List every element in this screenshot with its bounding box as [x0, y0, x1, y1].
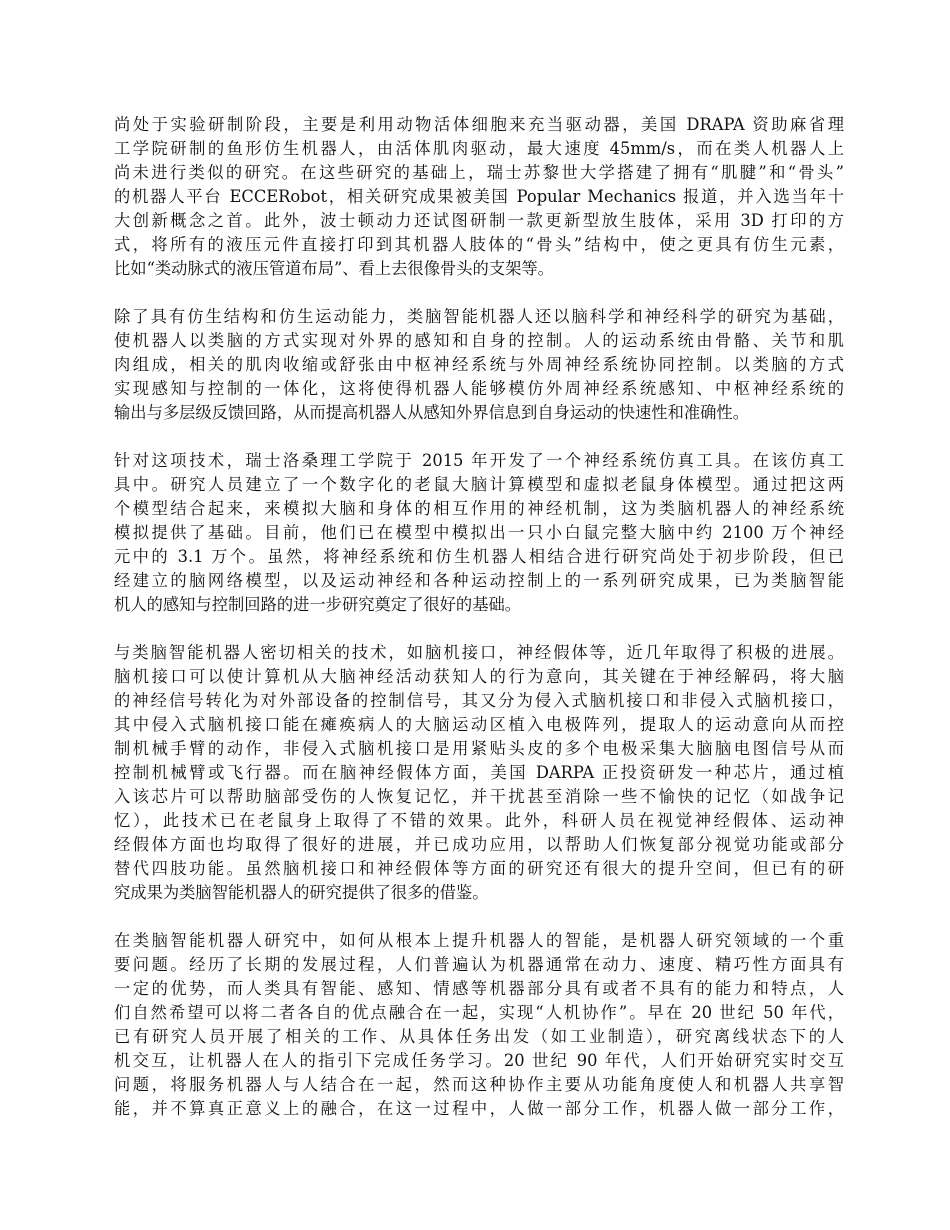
text-line: 尚未进行类似的研究。在这些研究的基础上，瑞士苏黎世大学搭建了拥有“肌腱”和“骨头” — [114, 163, 844, 182]
text-line: 使机器人以类脑的方式实现对外界的感知和自身的控制。人的运动系统由骨骼、关节和肌 — [114, 331, 844, 350]
text-line: 大创新概念之首。此外，波士顿动力还试图研制一款更新型放生肢体，采用 3D 打印的方 — [114, 211, 844, 230]
text-line: 经假体方面也均取得了很好的进展，并已成功应用，以帮助人们恢复部分视觉功能或部分 — [114, 835, 844, 854]
text-line: 模拟提供了基础。目前，他们已在模型中模拟出一只小白鼠完整大脑中约 2100 万个神经 — [114, 523, 844, 542]
text-line: 机人的感知与控制回路的进一步研究奠定了很好的基础。 — [114, 595, 522, 614]
paragraph-1 — [114, 113, 844, 281]
text-line: 要问题。经历了长期的发展过程，人们普遍认为机器通常在动力、速度、精巧性方面具有 — [114, 955, 844, 974]
text-line: 已有研究人员开展了相关的工作、从具体任务出发（如工业制造），研究离线状态下的人 — [114, 1027, 844, 1046]
text-line: 的神经信号转化为对外部设备的控制信号，其又分为侵入式脑机接口和非侵入式脑机接口， — [114, 691, 844, 710]
text-line: 能，并不算真正意义上的融合，在这一过程中，人做一部分工作，机器人做一部分工作， — [114, 1099, 844, 1118]
text-line: 实现感知与控制的一体化，这将使得机器人能够模仿外周神经系统感知、中枢神经系统的 — [114, 379, 844, 398]
text-line: 在类脑智能机器人研究中，如何从根本上提升机器人的智能，是机器人研究领域的一个重 — [114, 931, 844, 950]
text-line: 式，将所有的液压元件直接打印到其机器人肢体的“骨头”结构中，使之更具有仿生元素， — [114, 235, 844, 254]
text-line: 除了具有仿生结构和仿生运动能力，类脑智能机器人还以脑科学和神经科学的研究为基础， — [114, 307, 844, 326]
document-page — [114, 113, 844, 1145]
text-line: 输出与多层级反馈回路，从而提高机器人从感知外界信息到自身运动的快速性和准确性。 — [114, 403, 749, 422]
text-line: 其中侵入式脑机接口能在瘫痪病人的大脑运动区植入电极阵列，提取人的运动意向从而控 — [114, 715, 844, 734]
text-line: 针对这项技术，瑞士洛桑理工学院于 2015 年开发了一个神经系统仿真工具。在该仿真工 — [114, 451, 844, 470]
paragraph-3 — [114, 449, 844, 617]
text-line: 替代四肢功能。虽然脑机接口和神经假体等方面的研究还有很大的提升空间，但已有的研 — [114, 859, 844, 878]
text-line: 问题，将服务机器人与人结合在一起，然而这种协作主要从功能角度使人和机器人共享智 — [114, 1075, 844, 1094]
paragraph-2 — [114, 305, 844, 425]
text-line: 工学院研制的鱼形仿生机器人，由活体肌肉驱动，最大速度 45mm/s，而在类人机器人上 — [114, 139, 844, 158]
text-line: 忆），此技术已在老鼠身上取得了不错的效果。此外，科研人员在视觉神经假体、运动神 — [114, 811, 844, 830]
text-line: 入该芯片可以帮助脑部受伤的人恢复记忆，并干扰甚至消除一些不愉快的记忆（如战争记 — [114, 787, 844, 806]
text-line: 的机器人平台 ECCERobot，相关研究成果被美国 Popular Mechanics 报道，并入选当年十 — [114, 187, 844, 206]
text-line: 脑机接口可以使计算机从大脑神经活动获知人的行为意向，其关键在于神经解码，将大脑 — [114, 667, 844, 686]
text-line: 们自然希望可以将二者各自的优点融合在一起，实现“人机协作”。早在 20 世纪 50 年代， — [114, 1003, 844, 1022]
text-line: 元中的 3.1 万个。虽然，将神经系统和仿生机器人相结合进行研究尚处于初步阶段，但已 — [114, 547, 844, 566]
text-line: 制机械手臂的动作，非侵入式脑机接口是用紧贴头皮的多个电极采集大脑脑电图信号从而 — [114, 739, 844, 758]
text-line: 控制机械臂或飞行器。而在脑神经假体方面，美国 DARPA 正投资研发一种芯片，通过植 — [114, 763, 844, 782]
paragraph-5 — [114, 929, 844, 1121]
text-line: 肉组成，相关的肌肉收缩或舒张由中枢神经系统与外周神经系统协同控制。以类脑的方式 — [114, 355, 844, 374]
text-line: 与类脑智能机器人密切相关的技术，如脑机接口，神经假体等，近几年取得了积极的进展。 — [114, 643, 844, 662]
text-line: 个模型结合起来，来模拟大脑和身体的相互作用的神经机制，这为类脑机器人的神经系统 — [114, 499, 844, 518]
text-line: 经建立的脑网络模型，以及运动神经和各种运动控制上的一系列研究成果，已为类脑智能 — [114, 571, 844, 590]
text-line: 机交互，让机器人在人的指引下完成任务学习。20 世纪 90 年代，人们开始研究实时交互 — [114, 1051, 844, 1070]
text-line: 究成果为类脑智能机器人的研究提供了很多的借鉴。 — [114, 883, 489, 902]
text-line: 一定的优势，而人类具有智能、感知、情感等机器部分具有或者不具有的能力和特点，人 — [114, 979, 844, 998]
text-line: 比如“类动脉式的液压管道布局”、看上去很像骨头的支架等。 — [114, 259, 554, 278]
paragraph-4 — [114, 641, 844, 905]
text-line: 具中。研究人员建立了一个数字化的老鼠大脑计算模型和虚拟老鼠身体模型。通过把这两 — [114, 475, 844, 494]
text-line: 尚处于实验研制阶段，主要是利用动物活体细胞来充当驱动器，美国 DRAPA 资助麻省理 — [114, 115, 844, 134]
